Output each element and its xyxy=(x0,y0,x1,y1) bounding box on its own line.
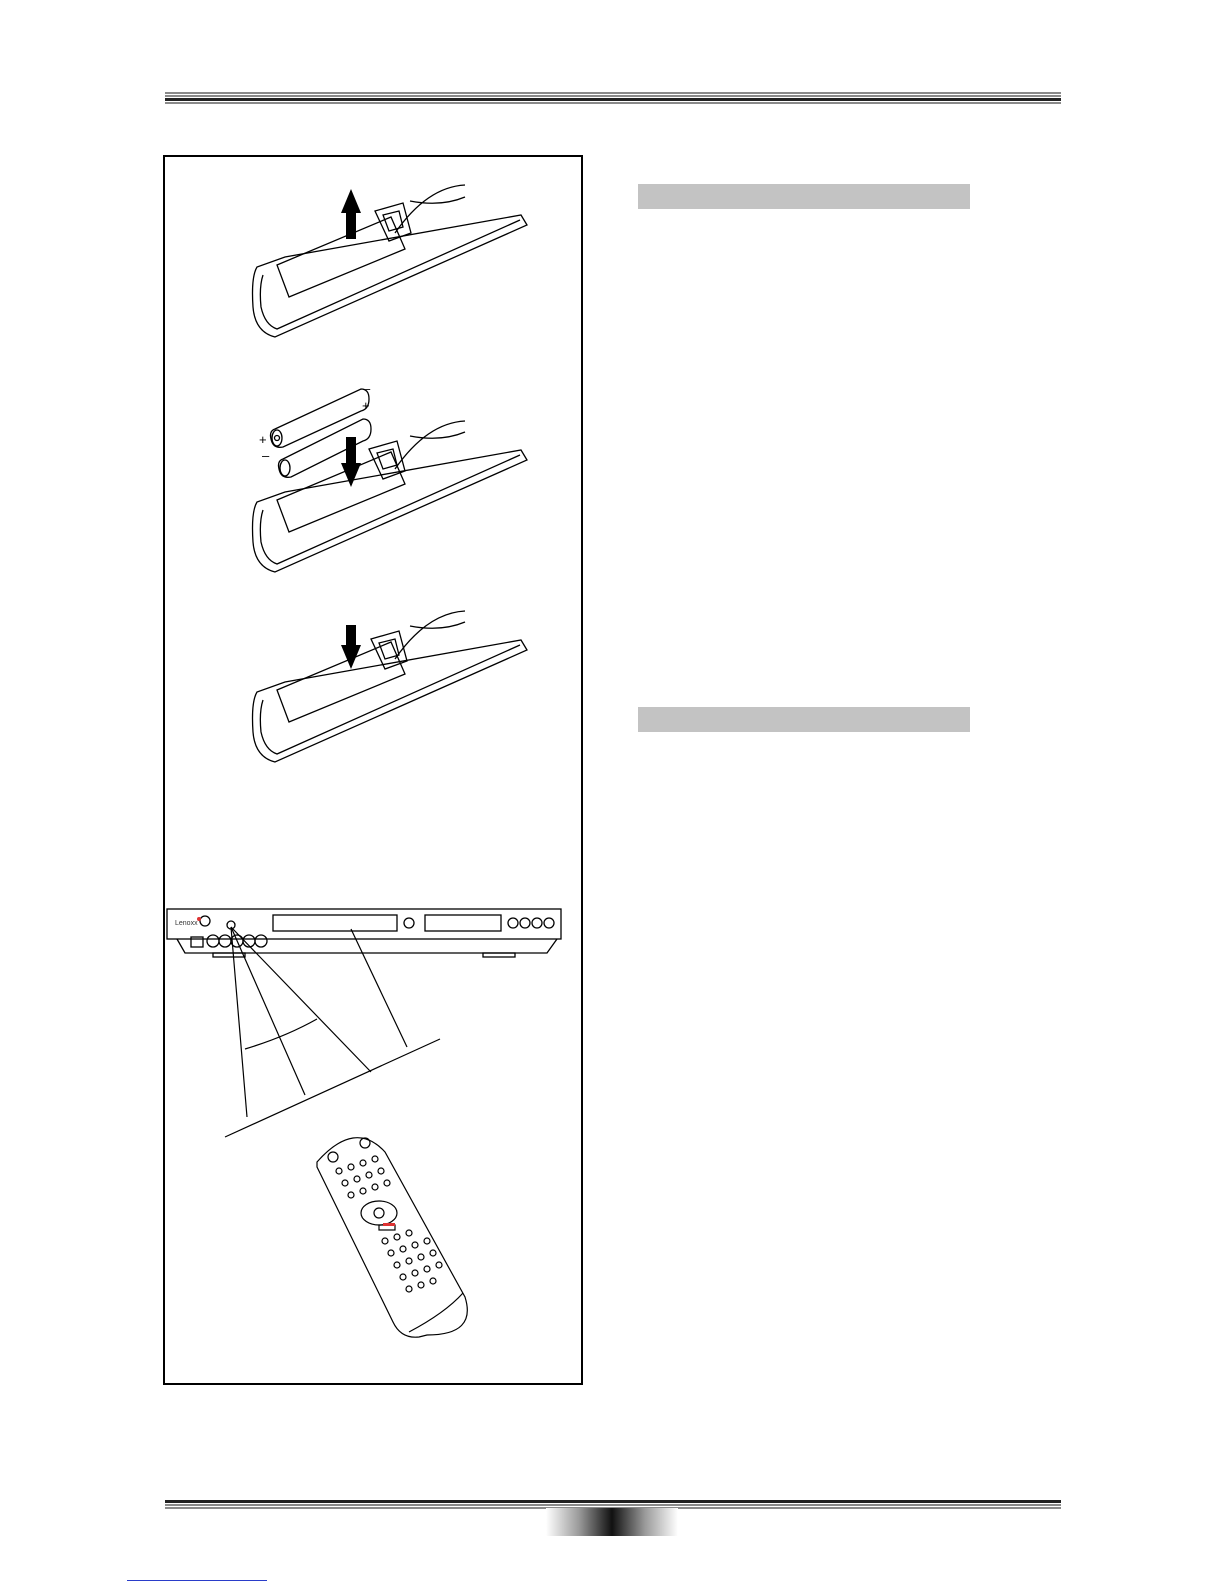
remote-control-illustration xyxy=(317,1138,467,1338)
dvd-player-illustration xyxy=(167,909,561,957)
link-underline xyxy=(127,1580,267,1581)
sensor-range-diagram xyxy=(225,927,440,1137)
section-heading-bar xyxy=(638,707,970,732)
step-close-cover-illustration xyxy=(253,611,528,762)
page-number-tab xyxy=(546,1508,678,1536)
step-insert-batteries-illustration xyxy=(253,389,528,572)
polarity-minus-left: – xyxy=(262,448,270,463)
standby-led xyxy=(197,917,201,921)
header-rule xyxy=(165,92,1061,105)
player-brand-logo: Lenoxx xyxy=(175,920,198,927)
remote-red-button xyxy=(383,1223,395,1226)
polarity-plus-left: + xyxy=(259,432,267,447)
remote-illustrations xyxy=(165,157,585,1387)
section-heading-bar xyxy=(638,184,970,209)
illustration-panel xyxy=(163,155,583,1385)
polarity-minus-top: – xyxy=(363,381,371,396)
step-open-cover-illustration xyxy=(253,185,528,337)
polarity-plus-top: + xyxy=(362,398,370,413)
